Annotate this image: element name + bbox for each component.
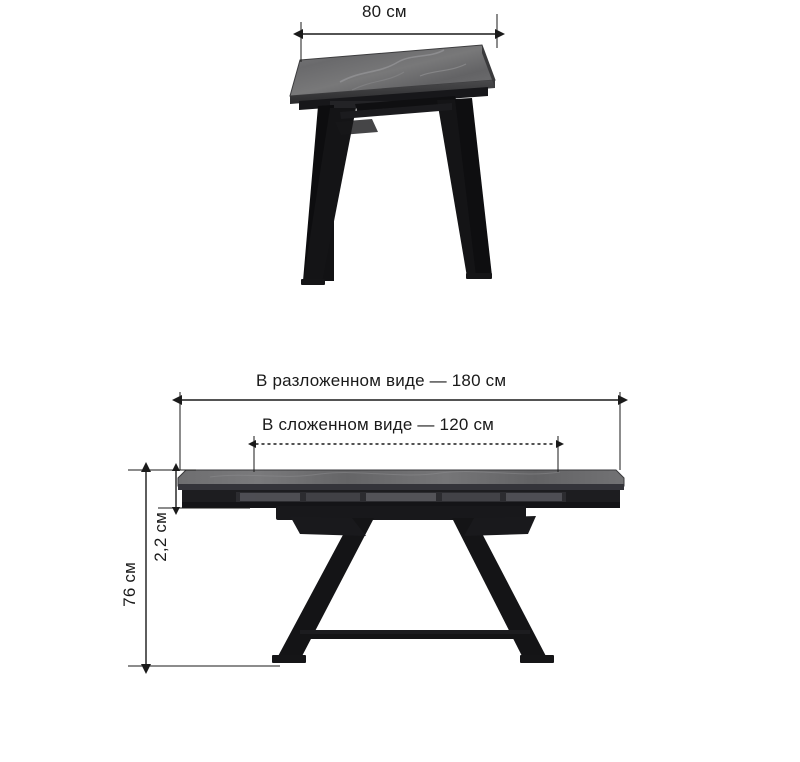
top-view-width-label: 80 см — [362, 2, 407, 21]
top-view-table — [290, 45, 495, 285]
expanded-length-label: В разложенном виде — 180 см — [256, 371, 507, 390]
thickness-label: 2,2 см — [151, 512, 170, 562]
height-label: 76 см — [120, 562, 139, 607]
folded-length-label: В сложенном виде — 120 см — [262, 415, 495, 434]
front-view-table — [178, 470, 624, 663]
folded-length-dimension — [254, 436, 558, 472]
